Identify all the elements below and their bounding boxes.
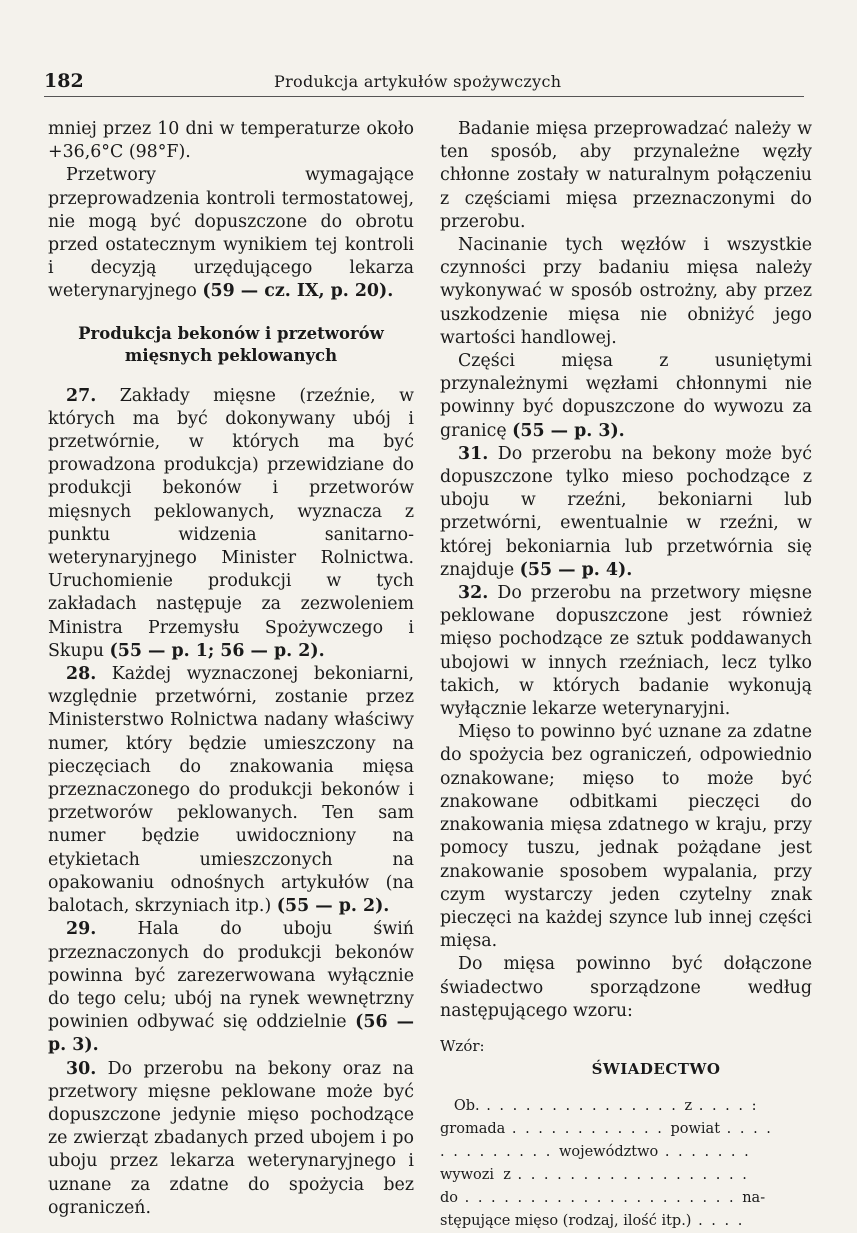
reference: (59 — cz. IX, p. 20).: [202, 281, 394, 302]
reference: (55 — p. 4).: [519, 559, 633, 580]
form-field-label: gromada: [440, 1120, 506, 1137]
reference: (56 — p. 3).: [48, 1012, 414, 1056]
paragraph: Mięso to powinno być uznane za zdatne do spożycia bez ograniczeń, odpowiednio oznakowane; mięso to może być znakowane odbitkami pieczęci do znakowania mięsa zdatnego w kraju, przy pomocy tuszu, jednak pożądane jest znakowanie sposobem wypalania, przy czym wystarczy jeden czytelny znak pieczęci na każdej szynce lub innej części mięsa.: [440, 722, 812, 952]
right-column: [440, 118, 812, 1233]
form-title: ŚWIADECTWO: [591, 1059, 721, 1078]
section-27: [48, 385, 414, 663]
paragraph: Do mięsa powinno być dołączone świadectwo sporządzone według następującego wzoru:: [440, 954, 812, 1021]
form-line: do . . . . . . . . . . . . . . . . . . . . . na-: [440, 1189, 766, 1206]
section-number: 30.: [66, 1058, 97, 1079]
section-text: Zakłady mięsne (rzeźnie, w których ma być dokonywany ubój i przetwórnie, w których ma być prowadzona produkcja) przewidziane do produkcji bekonów i przetworów mięsnych peklowanych, wyznacza z punktu widzenia sanitarno-weterynaryjnego Minister Rolnictwa. Uruchomienie produkcji w tych zakładach następuje za zezwoleniem Ministra Przemysłu Spożywczego i Skupu: [48, 385, 414, 661]
form-line: Ob. . . . . . . . . . . . . . . . z . . . . :: [453, 1097, 759, 1114]
paragraph: Nacinanie tych węzłów i wszystkie czynności przy badaniu mięsa należy wykonywać w sposób ostrożny, aby przez uszkodzenie mięsa nie obniżyć jego wartości handlowej.: [440, 235, 812, 348]
paragraph: [48, 164, 414, 303]
section-number: 32.: [458, 583, 489, 604]
section-number: 29.: [66, 919, 97, 940]
left-column: [48, 118, 414, 1220]
paragraph: [440, 350, 812, 443]
form-label: Wzór:: [440, 1036, 485, 1055]
section-heading: Produkcja bekonów i przetworów mięsnych peklowanych: [78, 323, 384, 365]
paragraph: Badanie mięsa przeprowadzać należy w ten sposób, aby przynależne węzły chłonne zostały w naturalnym połączeniu z częściami mięsa przeznaczonymi do przerobu.: [440, 119, 812, 232]
section-32: [440, 582, 812, 721]
section-30: [48, 1058, 414, 1220]
paragraph-text: Przetwory wymagające przeprowadzenia kontroli termostatowej, nie mogą być dopuszczone do obrotu przed ostatecznym wynikiem tej kontroli i decyzją urzędującego lekarza weterynaryjnego: [48, 165, 414, 302]
paragraph-text: Części mięsa z usuniętymi przynależnymi węzłami chłonnymi nie powinny być dopuszczone do wywozu za granicę: [440, 351, 812, 441]
form-field-label: województwo: [558, 1143, 659, 1160]
section-number: 31.: [458, 443, 489, 464]
form-field-label: powiat: [670, 1120, 721, 1137]
page-header: [44, 70, 804, 97]
form-field-label: z: [503, 1166, 511, 1183]
reference: (55 — p. 3).: [512, 420, 625, 441]
form-line: gromada . . . . . . . . . . . . powiat . . . .: [440, 1120, 773, 1137]
section-text: Do przerobu na przetwory mięsne peklowane dopuszczone jest również mięso pochodzące ze sztuk poddawanych ubojowi w innych rzeźniach, lecz tylko takich, w których badanie wykonują wyłącznie lekarze weterynaryjni.: [440, 583, 812, 720]
section-31: [440, 443, 812, 582]
form-field-label: Ob.: [453, 1097, 480, 1114]
paragraph: mniej przez 10 dni w temperaturze około +36,6°C (98°F).: [48, 119, 414, 163]
section-text: Do przerobu na bekony może być dopuszczone tylko mieso pochodzące z uboju w rzeźni, bekoniarni lub przetwórni, ewentualnie w rzeźni, w której bekoniarnia lub przetwórnia się znajduje: [440, 443, 812, 580]
reference: (55 — p. 1; 56 — p. 2).: [109, 640, 325, 661]
form-field-label: wywozi: [440, 1166, 495, 1183]
form-field-label: z: [684, 1097, 693, 1114]
section-number: 28.: [66, 664, 97, 685]
form-field-label: na-: [742, 1189, 766, 1206]
section-29: [48, 918, 414, 1057]
form-field-label: stępujące mięso (rodzaj, ilość itp.): [440, 1212, 692, 1229]
running-title: Produkcja artykułów spożywczych: [274, 72, 562, 91]
section-text: Każdej wyznaczonej bekoniarni, względnie przetwórni, zostanie przez Ministerstwo Rolnictwa nadany właściwy numer, który będzie umieszczony na pieczęciach do znakowania mięsa przeznaczonego do produkcji bekonów i przetworów peklowanych. Ten sam numer będzie uwidoczniony na etykietach umieszczonych na opakowaniu odnośnych artykułów (na balotach, skrzyniach itp.): [48, 664, 414, 917]
form-line: stępujące mięso (rodzaj, ilość itp.) . . . .: [440, 1212, 745, 1229]
certificate-form: [440, 1035, 812, 1233]
form-line: wywozi z . . . . . . . . . . . . . . . . . .: [440, 1166, 749, 1183]
section-text: Hala do uboju świń przeznaczonych do produkcji bekonów powinna być zarezerwowana wyłącznie do tego celu; ubój na rynek wewnętrzny powinien odbywać się oddzielnie: [48, 919, 414, 1033]
form-line: . . . . . . . . . województwo . . . . . . .: [440, 1143, 751, 1160]
section-number: 27.: [66, 385, 97, 406]
page-number: 182: [44, 70, 84, 92]
reference: (55 — p. 2).: [276, 896, 390, 917]
section-28: [48, 663, 414, 918]
section-text: Do przerobu na bekony oraz na przetwory mięsne peklowane może być dopuszczone jedynie mięso pochodzące ze zwierząt zbadanych przed ubojem i po uboju przez lekarza weterynaryjnego i uznane za zdatne do spożycia bez ograniczeń.: [48, 1058, 414, 1218]
form-field-label: do: [440, 1189, 459, 1206]
